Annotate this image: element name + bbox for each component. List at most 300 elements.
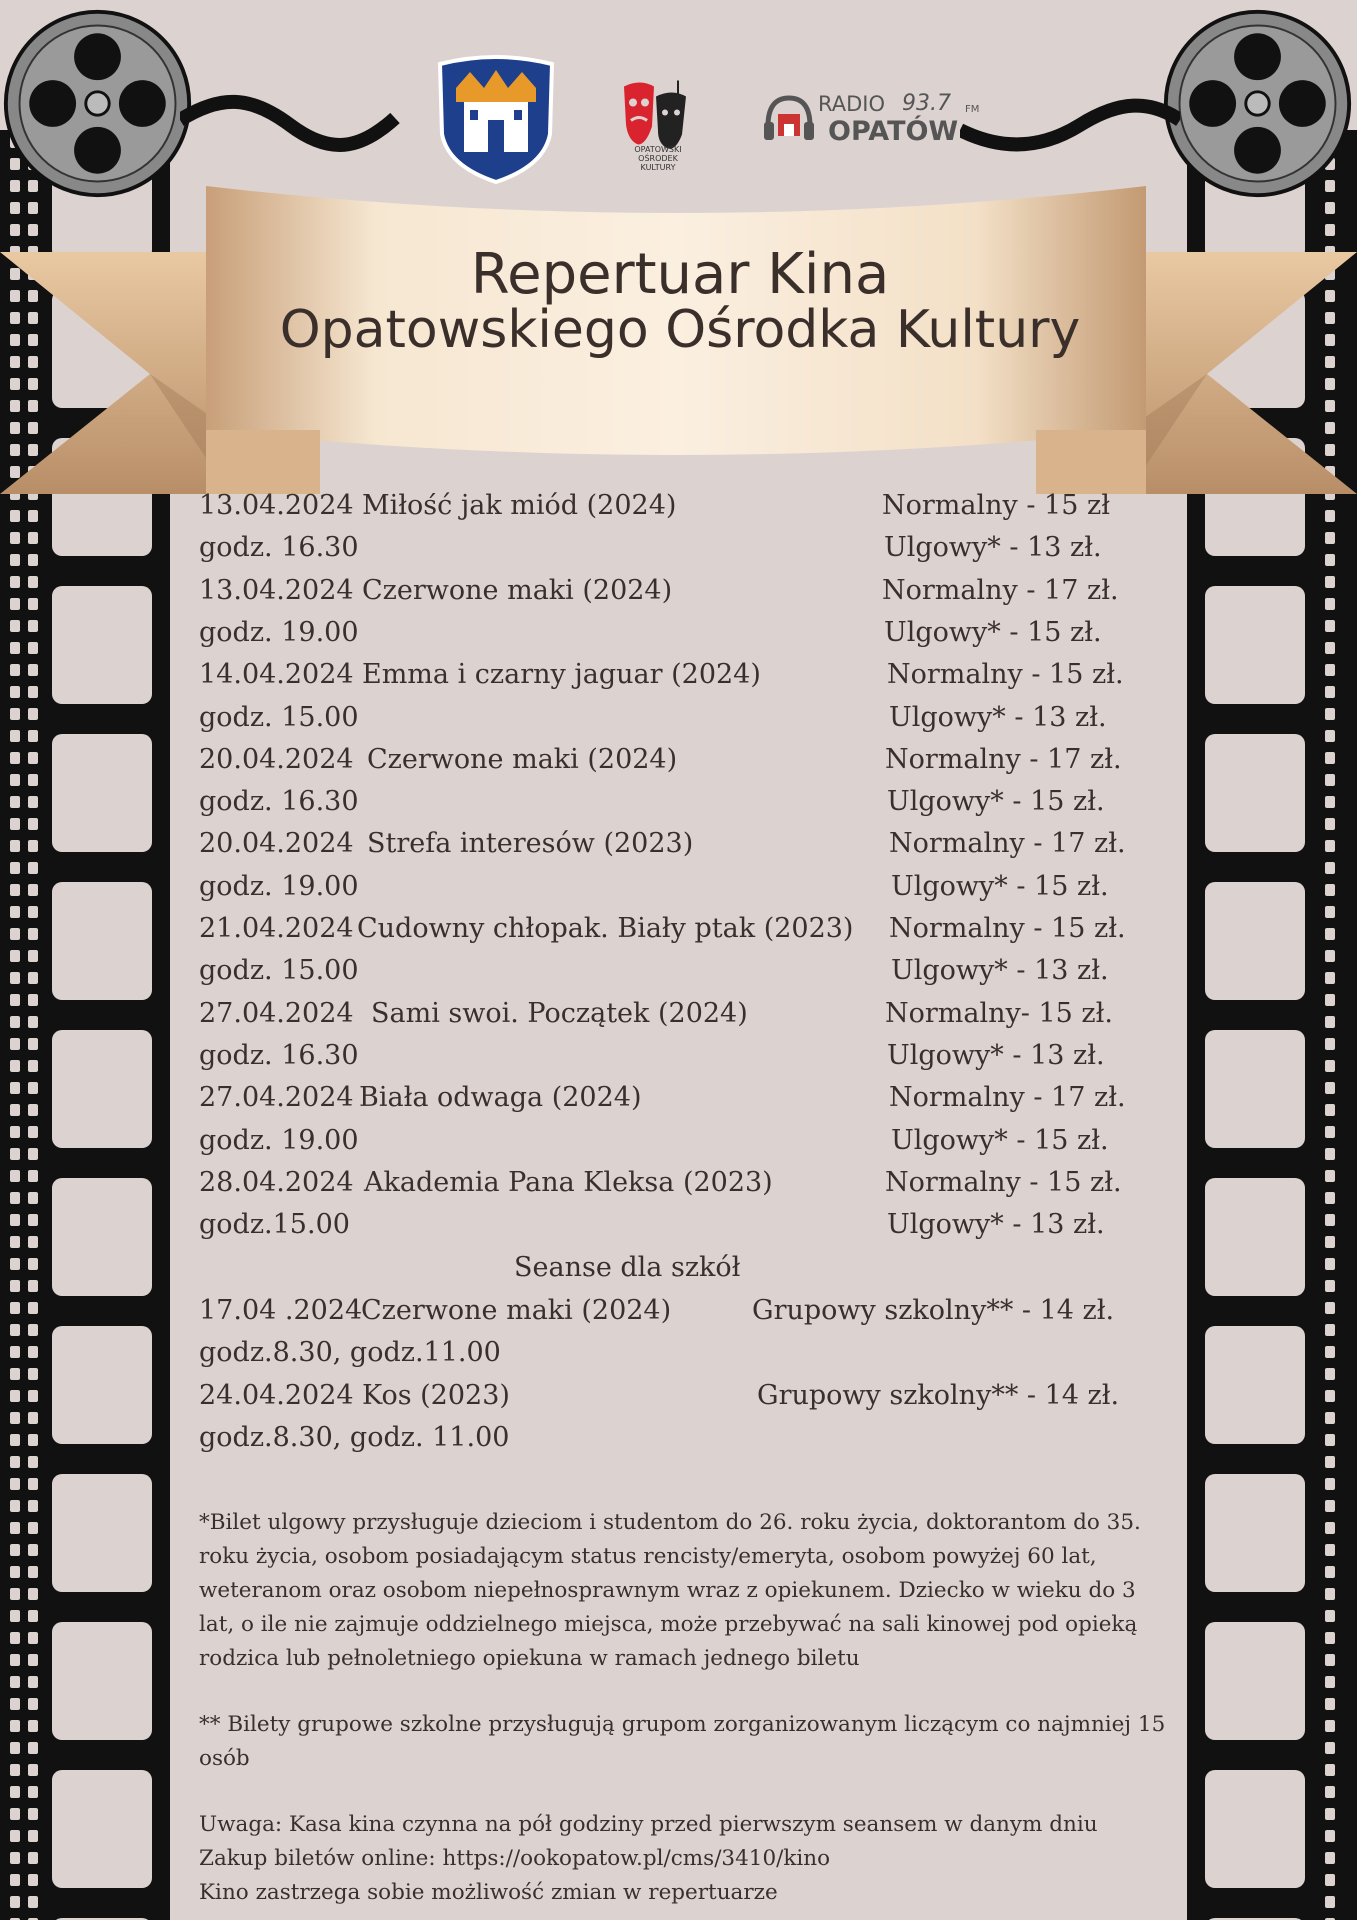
- film-perforation: [28, 1522, 38, 1534]
- film-perforation: [28, 774, 38, 786]
- normal-price: Normalny - 15 zł.: [885, 1166, 1122, 1198]
- screening-date: 13.04.2024: [199, 574, 354, 606]
- screening-time: godz. 19.00: [199, 616, 359, 648]
- film-perforation: [10, 1192, 20, 1204]
- film-reel-right-icon: [1160, 6, 1355, 201]
- film-perforation: [28, 664, 38, 676]
- film-perforation: [1325, 1038, 1335, 1050]
- film-tape-left: [180, 90, 400, 170]
- film-perforation: [10, 1522, 20, 1534]
- film-perforation: [1325, 620, 1335, 632]
- screening-time: godz.15.00: [199, 1209, 350, 1241]
- film-perforation: [28, 1478, 38, 1490]
- film-title: Emma i czarny jaguar (2024): [362, 659, 761, 691]
- film-perforation: [28, 1720, 38, 1732]
- screening-time-row: [199, 955, 1109, 997]
- film-perforation: [1325, 532, 1335, 544]
- reduced-price: Ulgowy* - 13 zł.: [887, 1209, 1105, 1241]
- film-perforation: [10, 884, 20, 896]
- film-perforation: [28, 1830, 38, 1842]
- film-perforation: [10, 1500, 20, 1512]
- school-screening-time-row: [199, 1337, 1099, 1379]
- film-perforation: [1325, 1742, 1335, 1754]
- film-perforation: [28, 620, 38, 632]
- film-perforation: [28, 1390, 38, 1402]
- screening-date: 20.04.2024: [199, 828, 354, 860]
- reduced-ticket-note: *Bilet ulgowy przysługuje dzieciom i studentom do 26. roku życia, doktorantom do 35. roku życia, osobom posiadającym status rencisty/emeryta, osobom powyżej 60 lat, weteranom oraz osobom niepełnosprawnym wraz z opiekunem. Dziecko w wieku do 3 lat, o ile nie zajmuje oddzielnego miejsca, może przebywać na sali kinowej pod opieką rodzica lub pełnoletniego opiekuna w ramach jednego biletu: [199, 1510, 1141, 1671]
- film-perforation: [1325, 1830, 1335, 1842]
- film-perforation: [1325, 1082, 1335, 1094]
- film-perforation: [1325, 708, 1335, 720]
- film-perforation: [10, 1434, 20, 1446]
- screening-date: 21.04.2024: [199, 913, 354, 944]
- film-perforation: [10, 950, 20, 962]
- screening-row: [199, 1166, 1122, 1209]
- film-perforation: [28, 554, 38, 566]
- screening-time: godz. 16.30: [199, 532, 359, 564]
- screening-time: godz. 16.30: [199, 786, 359, 818]
- film-frame: [52, 1770, 152, 1888]
- film-perforation: [1325, 664, 1335, 676]
- film-perforation: [1325, 1236, 1335, 1248]
- film-perforation: [10, 1214, 20, 1226]
- film-frame: [52, 882, 152, 1000]
- film-frame: [52, 586, 152, 704]
- film-perforation: [28, 1500, 38, 1512]
- film-perforation: [10, 1280, 20, 1292]
- film-reel-left-icon: [0, 6, 195, 201]
- film-perforation: [1325, 1566, 1335, 1578]
- film-perforation: [28, 1764, 38, 1776]
- film-perforation: [28, 1082, 38, 1094]
- film-title: Biała odwaga (2024): [359, 1082, 642, 1114]
- film-perforation: [10, 1478, 20, 1490]
- ook-logo-text: [622, 145, 694, 172]
- film-perforation: [10, 1368, 20, 1380]
- film-perforation: [10, 1720, 20, 1732]
- film-perforation: [1325, 1786, 1335, 1798]
- reduced-price: Ulgowy* - 15 zł.: [891, 1124, 1109, 1156]
- film-perforation: [28, 1874, 38, 1886]
- film-perforation: [28, 1170, 38, 1182]
- radio-name: RADIO: [818, 92, 885, 116]
- normal-price: Normalny - 15 zł: [882, 490, 1110, 521]
- film-perforation: [28, 1280, 38, 1292]
- film-perforation: [28, 840, 38, 852]
- film-perforation: [1325, 1016, 1335, 1028]
- film-perforation: [28, 1016, 38, 1028]
- film-perforation: [28, 1456, 38, 1468]
- film-perforation: [1325, 642, 1335, 654]
- film-perforation: [10, 1588, 20, 1600]
- film-perforation: [28, 1368, 38, 1380]
- film-perforation: [10, 1742, 20, 1754]
- screening-times: godz.8.30, godz. 11.00: [199, 1422, 510, 1453]
- film-perforation: [28, 1060, 38, 1072]
- film-perforation: [10, 510, 20, 522]
- film-title: Czerwone maki (2024): [361, 1295, 672, 1326]
- film-frame: [1205, 586, 1305, 704]
- film-perforation: [1325, 840, 1335, 852]
- screening-row: [199, 913, 1126, 955]
- group-price: Grupowy szkolny** - 14 zł.: [752, 1295, 1115, 1326]
- box-office-note: Uwaga: Kasa kina czynna na pół godziny przed pierwszym seansem w danym dniu: [199, 1812, 1098, 1837]
- film-perforation: [10, 1258, 20, 1270]
- film-perforation: [10, 862, 20, 874]
- film-perforation: [1325, 1280, 1335, 1292]
- film-perforation: [1325, 1104, 1335, 1116]
- screening-time-row: [199, 532, 1102, 574]
- film-perforation: [1325, 1720, 1335, 1732]
- film-perforation: [1325, 1214, 1335, 1226]
- film-perforation: [28, 1434, 38, 1446]
- film-perforation: [1325, 730, 1335, 742]
- film-perforation: [1325, 1346, 1335, 1358]
- film-perforation: [10, 1698, 20, 1710]
- screening-time-row: [199, 1039, 1105, 1082]
- film-perforation: [1325, 994, 1335, 1006]
- film-perforation: [10, 532, 20, 544]
- radio-frequency: 93.7: [902, 91, 951, 116]
- film-frame: [52, 1178, 152, 1296]
- reduced-price: Ulgowy* - 15 zł.: [891, 870, 1109, 902]
- film-perforation: [10, 1016, 20, 1028]
- film-frame: [52, 1326, 152, 1444]
- film-frame: [1205, 1770, 1305, 1888]
- screening-time-row: [199, 1209, 1105, 1251]
- film-perforation: [1325, 818, 1335, 830]
- film-perforation: [10, 1148, 20, 1160]
- film-perforation: [28, 730, 38, 742]
- film-perforation: [28, 1654, 38, 1666]
- film-perforation: [1325, 884, 1335, 896]
- film-perforation: [28, 708, 38, 720]
- film-perforation: [28, 1038, 38, 1050]
- film-perforation: [1325, 1258, 1335, 1270]
- film-perforation: [10, 1544, 20, 1556]
- film-frame: [1205, 1178, 1305, 1296]
- film-perforation: [10, 1346, 20, 1358]
- screening-row: [199, 743, 1122, 786]
- film-frame: [1205, 882, 1305, 1000]
- film-perforation: [28, 642, 38, 654]
- film-perforation: [10, 1456, 20, 1468]
- screening-row: [199, 828, 1126, 870]
- film-perforation: [10, 1610, 20, 1622]
- normal-price: Normalny - 17 zł.: [889, 1082, 1126, 1114]
- film-perforation: [28, 1544, 38, 1556]
- screening-time: godz. 16.30: [199, 1039, 359, 1071]
- screening-row: [199, 997, 1113, 1040]
- film-perforation: [1325, 1368, 1335, 1380]
- screening-time-row: [199, 616, 1102, 659]
- screening-row: [199, 490, 1110, 532]
- film-perforation: [1325, 1324, 1335, 1336]
- film-perforation: [28, 1214, 38, 1226]
- group-ticket-note: ** Bilety grupowe szkolne przysługują grupom zorganizowanym liczącym co najmniej 15 osób: [199, 1712, 1166, 1771]
- school-screenings-heading: Seanse dla szkół: [514, 1252, 741, 1283]
- film-perforation: [10, 1390, 20, 1402]
- film-perforation: [28, 1676, 38, 1688]
- film-perforation: [1325, 1060, 1335, 1072]
- reduced-price: Ulgowy* - 13 zł.: [884, 532, 1102, 564]
- film-perforation: [1325, 1896, 1335, 1908]
- film-perforation: [1325, 1874, 1335, 1886]
- screening-date: 13.04.2024: [199, 490, 354, 521]
- film-perforation: [28, 1258, 38, 1270]
- film-perforation: [10, 664, 20, 676]
- film-perforation: [28, 818, 38, 830]
- film-perforation: [1325, 1126, 1335, 1138]
- film-perforation: [10, 708, 20, 720]
- film-title: Cudowny chłopak. Biały ptak (2023): [357, 913, 854, 944]
- film-perforation: [1325, 928, 1335, 940]
- film-perforation: [10, 1236, 20, 1248]
- screening-time-row: [199, 870, 1109, 913]
- reduced-price: Ulgowy* - 13 zł.: [887, 1039, 1105, 1071]
- school-screening-time-row: [199, 1422, 1099, 1464]
- reduced-price: Ulgowy* - 15 zł.: [887, 786, 1105, 818]
- screening-date: 14.04.2024: [199, 659, 354, 691]
- film-perforation: [28, 1346, 38, 1358]
- film-perforation: [28, 1302, 38, 1314]
- screening-date: 24.04.2024: [199, 1380, 354, 1411]
- film-perforation: [1325, 554, 1335, 566]
- film-perforation: [1325, 1676, 1335, 1688]
- film-perforation: [1325, 906, 1335, 918]
- film-perforation: [28, 1236, 38, 1248]
- screening-time-row: [199, 1124, 1109, 1167]
- film-perforation: [1325, 1522, 1335, 1534]
- school-screening-row: [199, 1380, 1120, 1422]
- film-frame: [52, 1622, 152, 1740]
- screening-date: 27.04.2024: [199, 1082, 354, 1114]
- screening-date: 17.04 .2024: [199, 1295, 363, 1326]
- radio-fm: FM: [965, 104, 980, 115]
- film-perforation: [1325, 862, 1335, 874]
- normal-price: Normalny - 15 zł.: [887, 659, 1124, 691]
- screening-time-row: [199, 701, 1107, 744]
- film-perforation: [1325, 972, 1335, 984]
- film-perforation: [28, 576, 38, 588]
- film-perforation: [10, 1170, 20, 1182]
- page-title: Repertuar Kina: [470, 242, 890, 307]
- film-perforation: [1325, 752, 1335, 764]
- film-perforation: [1325, 1610, 1335, 1622]
- normal-price: Normalny - 15 zł.: [889, 913, 1126, 944]
- film-perforation: [10, 554, 20, 566]
- film-perforation: [28, 752, 38, 764]
- screening-date: 27.04.2024: [199, 997, 354, 1029]
- film-perforation: [10, 1104, 20, 1116]
- reduced-price: Ulgowy* - 13 zł.: [889, 701, 1107, 733]
- film-perforation: [10, 620, 20, 632]
- normal-price: Normalny - 17 zł.: [885, 743, 1122, 775]
- film-perforation: [10, 1676, 20, 1688]
- film-frame: [1205, 1622, 1305, 1740]
- film-title: Sami swoi. Początek (2024): [371, 997, 748, 1029]
- film-perforation: [10, 576, 20, 588]
- film-perforation: [28, 1566, 38, 1578]
- film-perforation: [1325, 598, 1335, 610]
- film-perforation: [28, 1412, 38, 1424]
- film-perforation: [1325, 1852, 1335, 1864]
- online-purchase-note: Zakup biletów online: https://ookopatow.pl/cms/3410/kino: [199, 1846, 831, 1871]
- film-perforation: [1325, 1544, 1335, 1556]
- film-perforation: [10, 642, 20, 654]
- film-perforation: [1325, 1478, 1335, 1490]
- film-perforation: [10, 1874, 20, 1886]
- normal-price: Normalny - 17 zł.: [882, 574, 1119, 606]
- film-perforation: [28, 532, 38, 544]
- film-perforation: [10, 1786, 20, 1798]
- film-title: Akademia Pana Kleksa (2023): [364, 1166, 773, 1198]
- film-perforation: [1325, 1764, 1335, 1776]
- ook-logo-line: KULTURY: [640, 163, 676, 172]
- film-perforation: [10, 730, 20, 742]
- screening-time: godz. 15.00: [199, 955, 359, 987]
- film-perforation: [10, 818, 20, 830]
- film-perforation: [28, 972, 38, 984]
- film-perforation: [1325, 1412, 1335, 1424]
- film-perforation: [10, 796, 20, 808]
- film-perforation: [10, 1764, 20, 1776]
- film-perforation: [28, 1742, 38, 1754]
- film-frame: [1205, 1030, 1305, 1148]
- film-title: Czerwone maki (2024): [362, 574, 673, 606]
- screening-times: godz.8.30, godz.11.00: [199, 1337, 501, 1368]
- film-frame: [1205, 1474, 1305, 1592]
- film-perforation: [28, 1808, 38, 1820]
- film-perforation: [28, 686, 38, 698]
- film-perforation: [10, 906, 20, 918]
- film-perforation: [10, 1082, 20, 1094]
- film-perforation: [10, 1808, 20, 1820]
- film-perforation: [28, 1896, 38, 1908]
- film-perforation: [10, 1038, 20, 1050]
- film-perforation: [1325, 510, 1335, 522]
- screening-date: 20.04.2024: [199, 743, 354, 775]
- film-perforation: [1325, 950, 1335, 962]
- film-perforation: [10, 1896, 20, 1908]
- film-perforation: [10, 1060, 20, 1072]
- film-perforation: [28, 1324, 38, 1336]
- film-perforation: [1325, 796, 1335, 808]
- film-perforation: [1325, 1302, 1335, 1314]
- film-perforation: [28, 1786, 38, 1798]
- film-perforation: [1325, 1654, 1335, 1666]
- film-perforation: [28, 1588, 38, 1600]
- screening-time: godz. 19.00: [199, 1124, 359, 1156]
- film-perforation: [28, 906, 38, 918]
- film-perforation: [1325, 1500, 1335, 1512]
- film-perforation: [28, 928, 38, 940]
- film-title: Miłość jak miód (2024): [362, 490, 677, 521]
- film-perforation: [10, 774, 20, 786]
- film-perforation: [10, 1302, 20, 1314]
- film-perforation: [1325, 576, 1335, 588]
- film-frame: [1205, 734, 1305, 852]
- changes-note: Kino zastrzega sobie możliwość zmian w repertuarze: [199, 1880, 778, 1905]
- screening-row: [199, 574, 1119, 617]
- film-perforation: [28, 950, 38, 962]
- film-perforation: [10, 1852, 20, 1864]
- film-perforation: [1325, 1808, 1335, 1820]
- film-perforation: [10, 1324, 20, 1336]
- film-perforation: [1325, 1588, 1335, 1600]
- coat-of-arms-icon: [434, 54, 558, 184]
- film-perforation: [10, 1412, 20, 1424]
- film-perforation: [28, 1632, 38, 1644]
- film-perforation: [28, 1698, 38, 1710]
- film-perforation: [28, 862, 38, 874]
- film-frame: [52, 734, 152, 852]
- normal-price: Normalny- 15 zł.: [885, 997, 1113, 1029]
- film-perforation: [10, 1126, 20, 1138]
- ook-logo-line: OPATOWSKI: [634, 145, 682, 154]
- ook-logo-line: OŚRODEK: [638, 154, 678, 163]
- film-perforation: [10, 928, 20, 940]
- page-subtitle: Opatowskiego Ośrodka Kultury: [279, 300, 1081, 360]
- reduced-price: Ulgowy* - 15 zł.: [884, 616, 1102, 648]
- film-perforation: [28, 1104, 38, 1116]
- film-perforation: [28, 1126, 38, 1138]
- film-title: Strefa interesów (2023): [367, 828, 694, 860]
- film-perforation: [28, 796, 38, 808]
- film-perforation: [10, 1632, 20, 1644]
- film-perforation: [1325, 686, 1335, 698]
- film-perforation: [10, 840, 20, 852]
- film-perforation: [1325, 1456, 1335, 1468]
- radio-town: OPATÓW: [828, 116, 959, 147]
- school-screening-row: [199, 1295, 1115, 1337]
- film-frame: [1205, 1326, 1305, 1444]
- film-perforation: [28, 598, 38, 610]
- screening-time-row: [199, 786, 1105, 828]
- film-perforation: [10, 752, 20, 764]
- film-perforation: [28, 1148, 38, 1160]
- film-perforation: [1325, 1192, 1335, 1204]
- film-perforation: [1325, 1698, 1335, 1710]
- film-perforation: [1325, 1390, 1335, 1402]
- film-perforation: [10, 1654, 20, 1666]
- film-title: Czerwone maki (2024): [367, 743, 678, 775]
- film-perforation: [28, 1852, 38, 1864]
- film-perforation: [28, 884, 38, 896]
- film-perforation: [1325, 774, 1335, 786]
- screening-time: godz. 19.00: [199, 870, 359, 902]
- film-perforation: [1325, 1632, 1335, 1644]
- film-perforation: [10, 972, 20, 984]
- film-perforation: [28, 1610, 38, 1622]
- film-perforation: [28, 1192, 38, 1204]
- reduced-price: Ulgowy* - 13 zł.: [891, 955, 1109, 987]
- film-perforation: [28, 510, 38, 522]
- screening-time: godz. 15.00: [199, 701, 359, 733]
- film-perforation: [1325, 1170, 1335, 1182]
- film-perforation: [1325, 1148, 1335, 1160]
- film-frame: [52, 1474, 152, 1592]
- film-title: Kos (2023): [362, 1380, 510, 1411]
- film-perforation: [10, 1830, 20, 1842]
- screening-row: [199, 1082, 1126, 1124]
- film-perforation: [10, 598, 20, 610]
- screening-date: 28.04.2024: [199, 1166, 354, 1198]
- film-tape-right: [960, 90, 1180, 170]
- film-perforation: [10, 686, 20, 698]
- film-perforation: [10, 1566, 20, 1578]
- group-price: Grupowy szkolny** - 14 zł.: [757, 1380, 1120, 1411]
